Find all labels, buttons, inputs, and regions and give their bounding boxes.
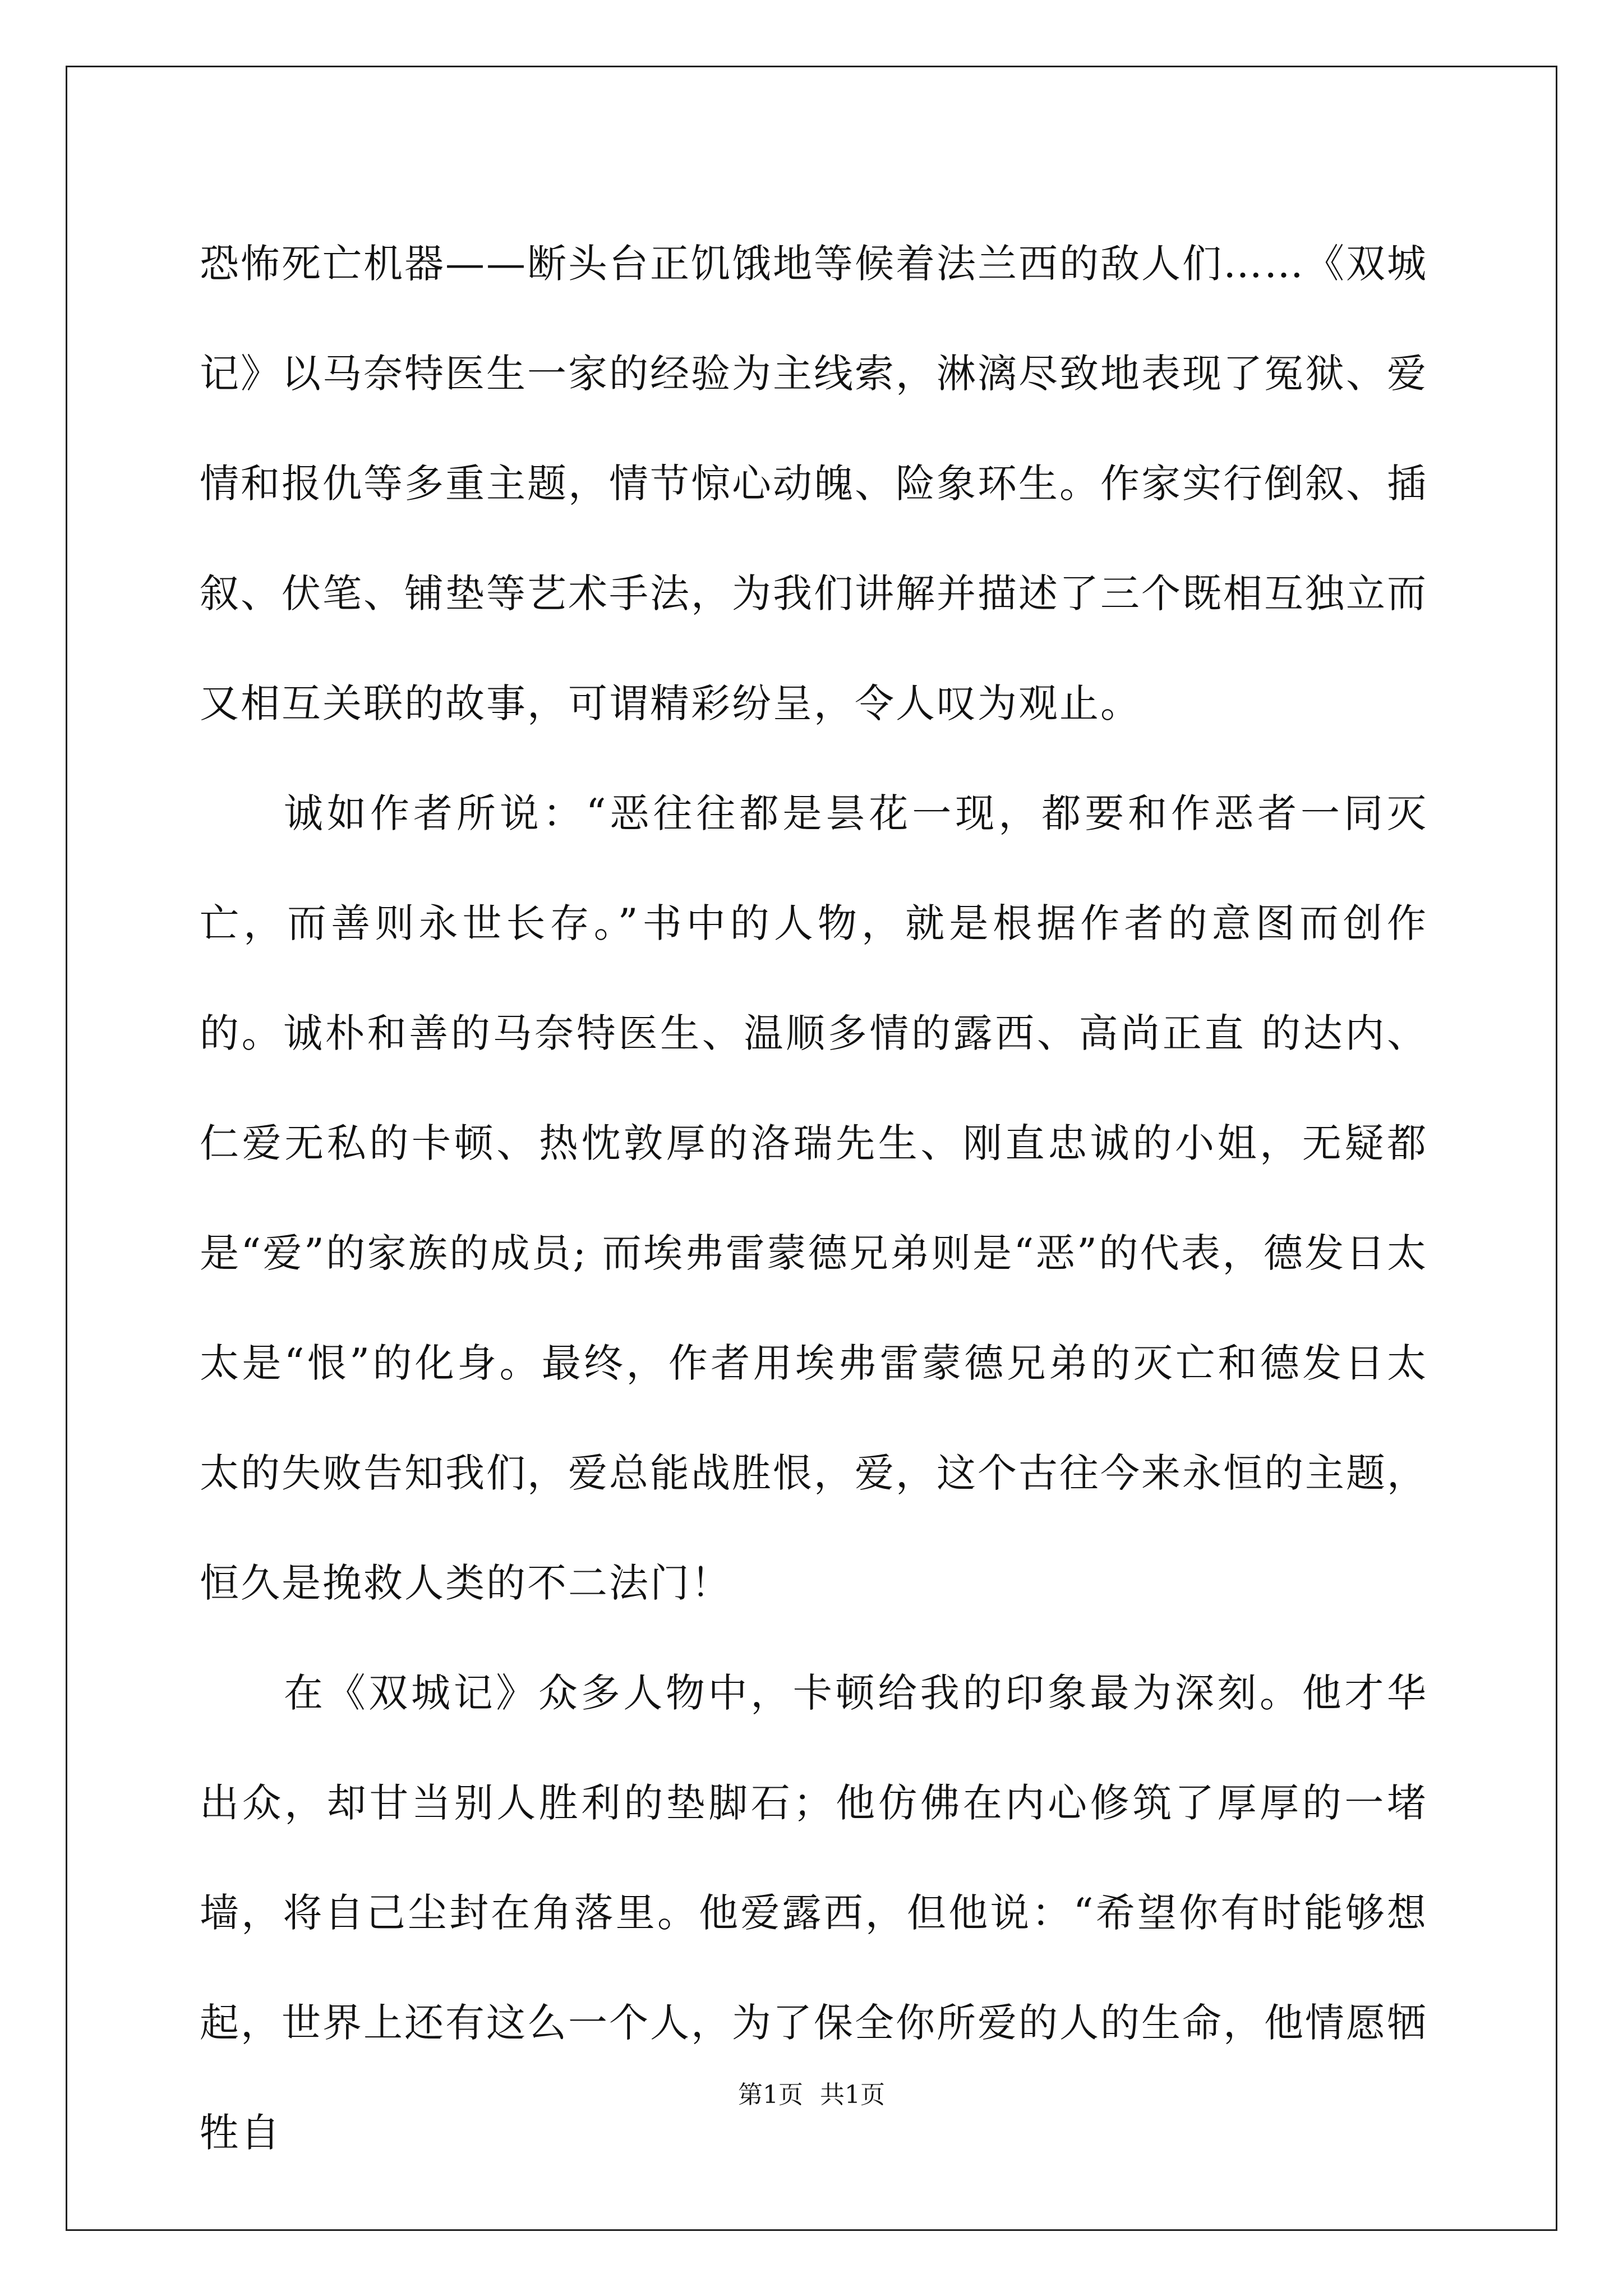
- paragraph-2: 诚如作者所说：“恶往往都是昙花一现，都要和作恶者一同灭亡，而善则永世长存。”书中的人物，就是根据作者的意图而创作的。诚朴和善的马奈特医生、温顺多情的露西、高尚正直 的达内、仁爱无私的卡顿、热忱敦厚的洛瑞先生、刚直忠诚的小姐，无疑都是“爱”的家族的成员; 而埃弗雷蒙德兄弟则是“恶”的代表，德发日太太是“恨”的化身。最终，作者用埃弗雷蒙德兄弟的灭亡和德发日太太的失败告知我们，爱总能战胜恨，爱，这个古往今来永恒的主题，恒久是挽救人类的不二法门！: [200, 790, 1428, 1606]
- page-number: 第1页: [738, 2081, 803, 2109]
- paragraph-3: 在《双城记》众多人物中，卡顿给我的印象最为深刻。他才华出众，却甘当别人胜利的垫脚石；他仿佛在内心修筑了厚厚的一堵墙，将自己尘封在角落里。他爱露西，但他说：“希望你有时能够想起，世界上还有这么一个人，为了保全你所爱的人的生命，他情愿牺牲自: [200, 1670, 1428, 2156]
- page-footer: [0, 2078, 1623, 2112]
- total-pages: 共1页: [820, 2081, 885, 2109]
- paragraph-1: 恐怖死亡机器——断头台正饥饿地等候着法兰西的敌人们……《双城记》以马奈特医生一家的经验为主线索，淋漓尽致地表现了冤狱、爱情和报仇等多重主题，情节惊心动魄、险象环生。作家实行倒叙、插叙、伏笔、铺垫等艺术手法，为我们讲解并描述了三个既相互独立而又相互关联的故事，可谓精彩纷呈，令人叹为观止。: [200, 241, 1428, 726]
- document-body: [200, 209, 1428, 2188]
